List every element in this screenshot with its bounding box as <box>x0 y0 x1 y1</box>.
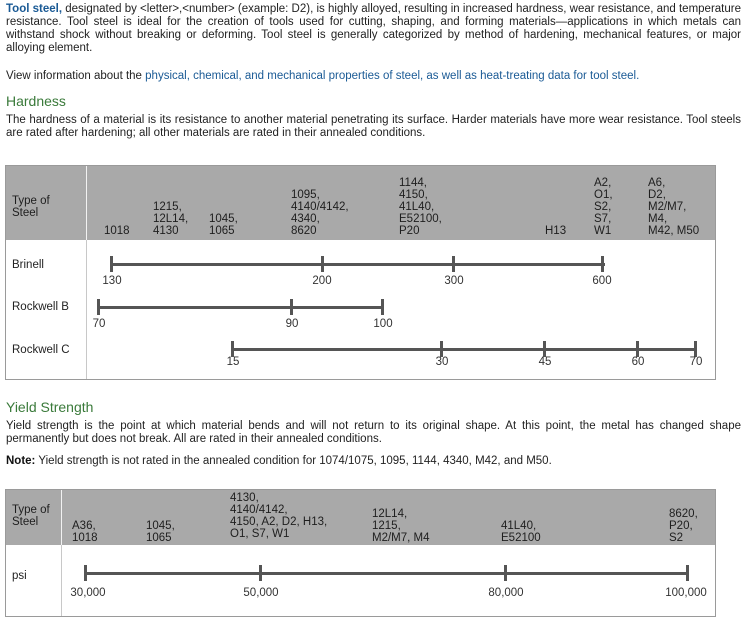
psi-tick <box>259 565 262 581</box>
hardness-heading: Hardness <box>6 93 66 109</box>
brinell-tick-value: 130 <box>102 275 122 287</box>
rockwell-b-tick <box>381 299 384 315</box>
yield-strength-heading: Yield Strength <box>6 399 94 415</box>
scale-label-psi: psi <box>12 570 27 582</box>
steel-group: A6, D2, M2/M7, M4, M42, M50 <box>648 177 700 237</box>
steel-group: 4130, 4140/4142, 4150, A2, D2, H13, O1, S7, W1 <box>230 492 328 540</box>
psi-tick-value: 50,000 <box>243 587 279 599</box>
psi-tick <box>686 565 689 581</box>
hardness-table <box>5 165 716 380</box>
yield-note <box>6 455 552 468</box>
psi-tick-value: 30,000 <box>70 587 106 599</box>
rockwell-c-tick <box>636 341 639 357</box>
steel-group: 12L14, 1215, M2/M7, M4 <box>372 508 430 544</box>
steel-group: 1045, 1065 <box>146 520 175 544</box>
brinell-tick <box>452 256 455 272</box>
steel-group: 8620, P20, S2 <box>669 508 698 544</box>
hardness-table-header <box>6 166 715 240</box>
rockwell-c-scale-line <box>233 348 696 351</box>
psi-scale-line <box>86 572 688 575</box>
steel-group: 1215, 12L14, 4130 <box>153 201 189 237</box>
type-of-steel-label: Type of Steel <box>12 195 50 219</box>
steel-group: A2, O1, S2, S7, W1 <box>594 177 613 237</box>
yield-table <box>5 489 716 617</box>
psi-tick-value: 80,000 <box>488 587 524 599</box>
brinell-tick-value: 600 <box>592 275 612 287</box>
steel-group: 41L40, E52100 <box>501 520 541 544</box>
psi-tick-value: 100,000 <box>665 587 707 599</box>
rockwell-c-tick-value: 45 <box>538 356 552 368</box>
rockwell-c-tick-value: 70 <box>689 356 703 368</box>
steel-group: 1018 <box>104 225 130 237</box>
steel-group: 1144, 4150, 41L40, E52100, P20 <box>399 177 442 237</box>
rockwell-b-tick <box>290 299 293 315</box>
brinell-tick-value: 300 <box>444 275 464 287</box>
view-prefix: View information about the <box>6 70 146 82</box>
rockwell-c-tick-value: 60 <box>631 356 645 368</box>
scale-label-rockwell-c: Rockwell C <box>12 344 70 356</box>
brinell-scale-line <box>112 263 605 266</box>
note-text: Yield strength is not rated in the annealed condition for 1074/1075, 1095, 1144, 4340, M42, and M50. <box>35 455 552 467</box>
rockwell-b-tick-value: 70 <box>92 318 106 330</box>
intro-paragraph <box>6 3 741 55</box>
hardness-description: The hardness of a material is its resistance to another material penetrating its surface. Harder materials have more wear resistance. Tool steels are rated after hardening; all other materials are rated in their annealed conditions. <box>6 114 741 139</box>
type-of-steel-label: Type of Steel <box>12 504 50 528</box>
scale-label-brinell: Brinell <box>12 259 44 271</box>
brinell-tick <box>601 256 604 272</box>
rockwell-c-tick <box>694 341 697 357</box>
steel-group: A36, 1018 <box>72 520 98 544</box>
yield-table-header <box>6 490 715 545</box>
rockwell-c-tick <box>231 341 234 357</box>
rockwell-c-tick-value: 15 <box>226 356 240 368</box>
rockwell-c-tick <box>543 341 546 357</box>
steel-group: 1045, 1065 <box>209 213 238 237</box>
rockwell-c-tick-value: 30 <box>435 356 449 368</box>
view-info-line <box>6 70 639 83</box>
rockwell-b-tick-value: 100 <box>373 318 393 330</box>
steel-group: 1095, 4140/4142, 4340, 8620 <box>291 189 349 237</box>
rockwell-b-scale-line <box>99 306 383 309</box>
note-label: Note: <box>6 455 36 467</box>
steel-properties-link[interactable]: physical, chemical, and mechanical properties of steel, as well as heat-treating data for tool steel. <box>145 70 640 82</box>
rockwell-c-tick <box>440 341 443 357</box>
psi-tick <box>504 565 507 581</box>
brinell-tick <box>110 256 113 272</box>
yield-description: Yield strength is the point at which material bends and will not return to its original shape. At this point, the metal has changed shape permanently but does not break. All are rated in their annealed conditions. <box>6 420 741 445</box>
brinell-tick <box>321 256 324 272</box>
intro-text: designated by <letter>,<number> (example: D2), is highly alloyed, resulting in increased hardness, wear resistance, and temperature resistance. Tool steel is ideal for the creation of tools used for cutting, shaping, and forming materials—applications in which metals can withstand shock without breaking or deforming. Tool steel is generally categorized by method of hardening, mechanical features, or major alloying element. <box>6 3 741 54</box>
scale-label-rockwell-b: Rockwell B <box>12 301 69 313</box>
rockwell-b-tick-value: 90 <box>285 318 299 330</box>
brinell-tick-value: 200 <box>312 275 332 287</box>
rockwell-b-tick <box>97 299 100 315</box>
psi-tick <box>84 565 87 581</box>
steel-group: H13 <box>545 225 567 237</box>
intro-term: Tool steel, <box>6 3 63 15</box>
